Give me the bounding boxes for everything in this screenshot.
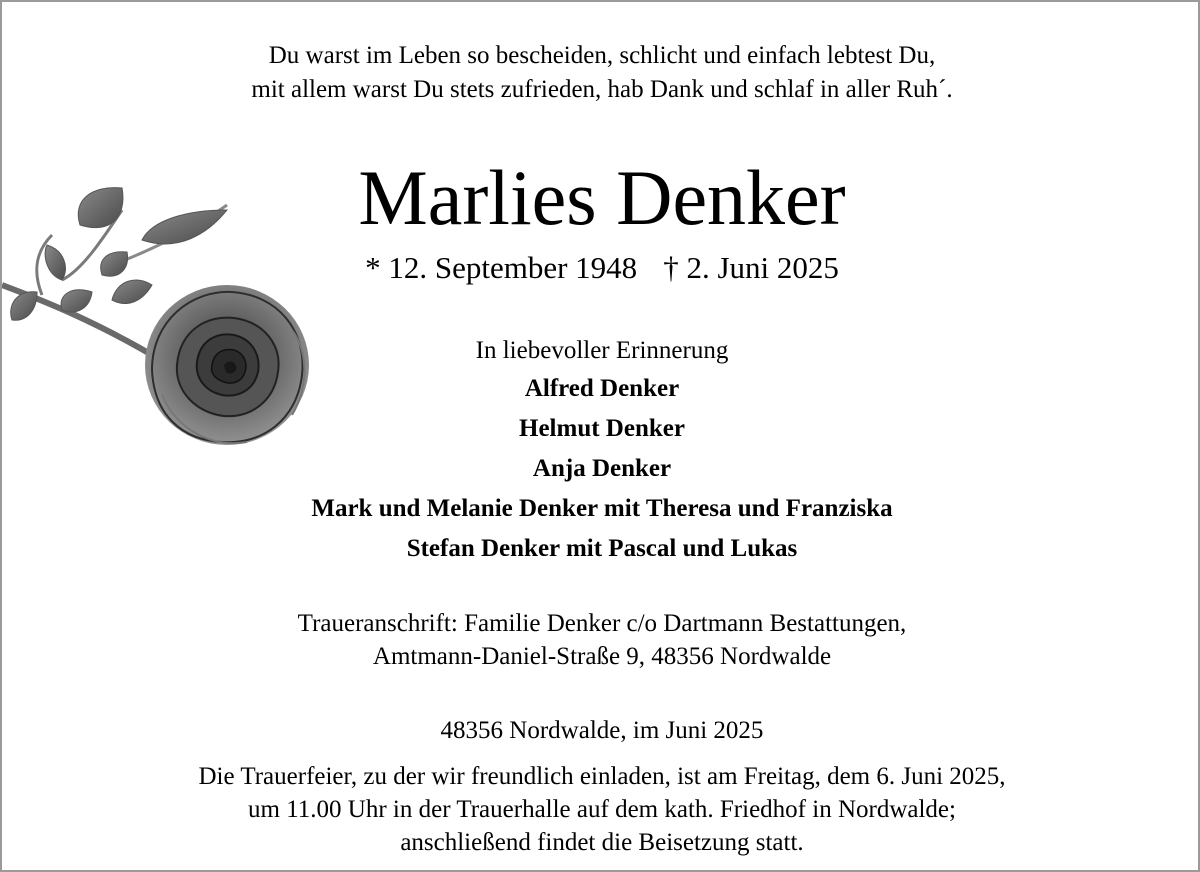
mourner-name: Helmut Denker — [519, 415, 685, 442]
service-line-1: Die Trauerfeier, zu der wir freundlich einladen, ist am Freitag, dem 6. Juni 2025, — [198, 763, 1006, 790]
mourners-intro: In liebevoller Erinnerung — [475, 337, 729, 364]
service-line-3: anschließend findet die Beisetzung statt. — [400, 829, 804, 856]
birth-date: * 12. September 1948 — [365, 250, 638, 285]
motto-line-1: Du warst im Leben so bescheiden, schlicht und einfach lebtest Du, — [268, 42, 936, 69]
mourner-name: Mark und Melanie Denker mit Theresa und Franziska — [311, 495, 893, 522]
mourner-name: Stefan Denker mit Pascal und Lukas — [406, 535, 798, 562]
address-line-2: Amtmann-Daniel-Straße 9, 48356 Nordwalde — [372, 643, 832, 670]
mourner-name: Anja Denker — [532, 455, 672, 482]
motto-line-2: mit allem warst Du stets zufrieden, hab Dank und schlaf in aller Ruh´. — [251, 76, 953, 103]
address-line-1: Traueranschrift: Familie Denker c/o Dartmann Bestattungen, — [297, 610, 907, 637]
mourner-name: Alfred Denker — [524, 375, 680, 402]
place-date: 48356 Nordwalde, im Juni 2025 — [440, 717, 764, 744]
life-dates — [2, 250, 1200, 286]
deceased-name: Marlies Denker — [358, 154, 846, 241]
service-line-2: um 11.00 Uhr in der Trauerhalle auf dem kath. Friedhof in Nordwalde; — [248, 796, 956, 823]
death-date: † 2. Juni 2025 — [663, 250, 839, 285]
